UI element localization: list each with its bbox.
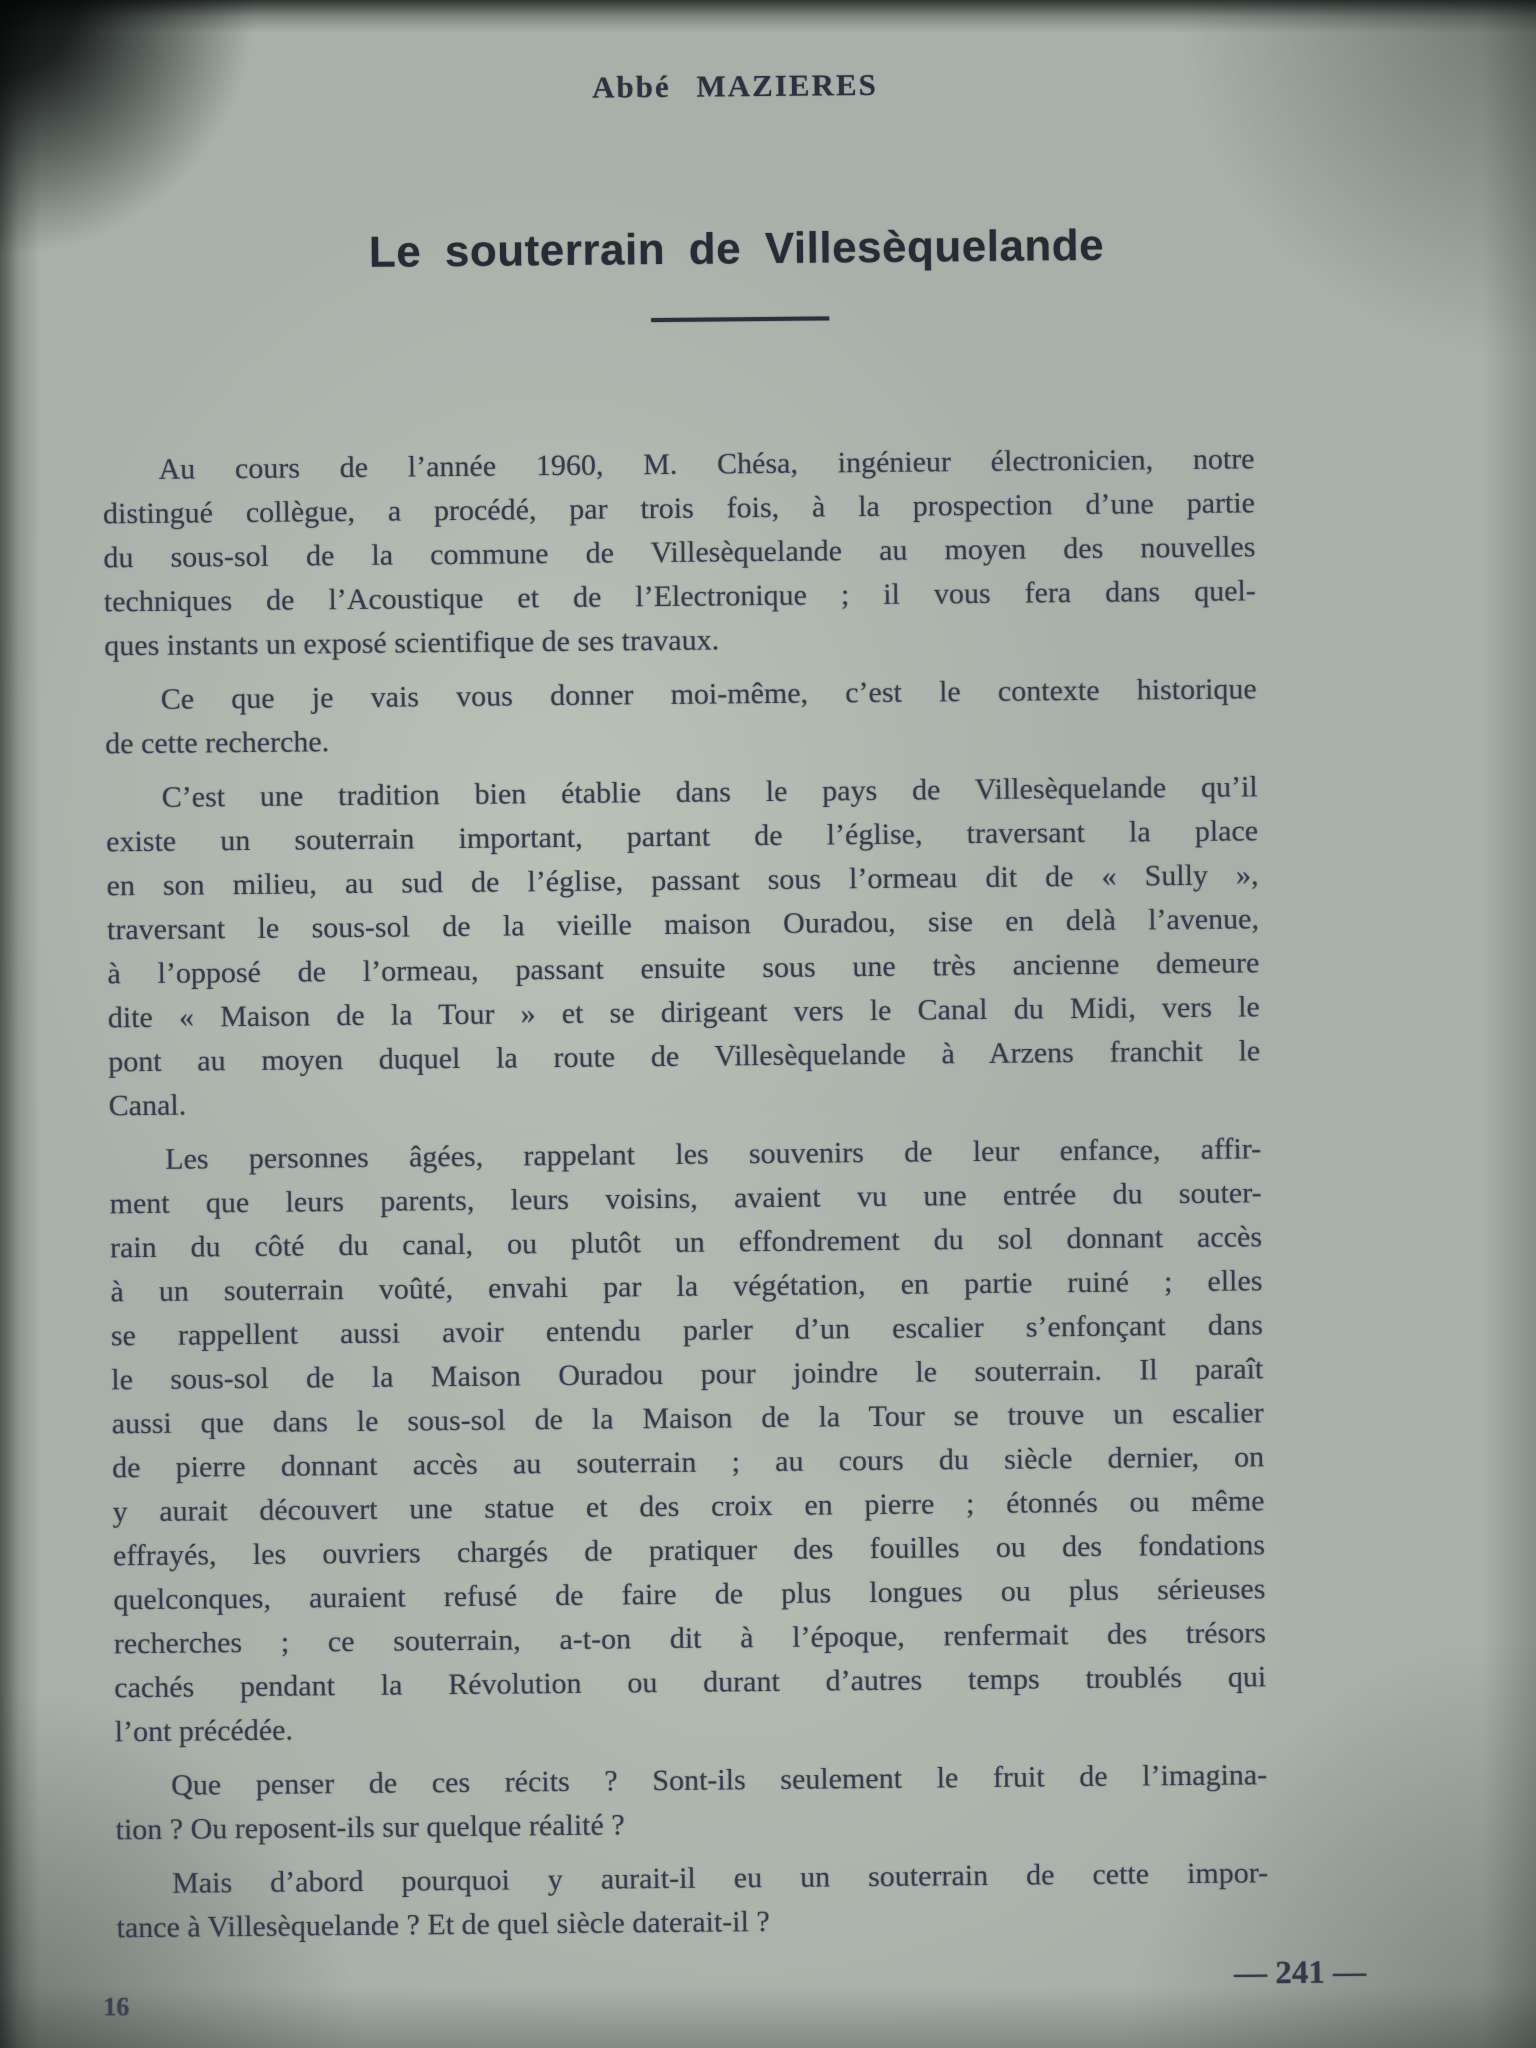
text-line: à l’opposé de l’ormeau, passant ensuite sous une très ancienne demeure (107, 946, 1260, 991)
article-body (102, 437, 1268, 1950)
text-line: ment que leurs parents, leurs voisins, avaient vu une entrée du souter- (109, 1176, 1262, 1221)
text-line: Ce que je vais vous donner moi-même, c’est le contexte historique (160, 672, 1257, 716)
text-line: Les personnes âgées, rappelant les souvenirs de leur enfance, affir- (165, 1132, 1262, 1176)
text-line: Que penser de ces récits ? Sont-ils seulement le fruit de l’imagina- (171, 1758, 1268, 1802)
text-line: dite « Maison de la Tour » et se dirigeant vers le Canal du Midi, vers le (107, 990, 1260, 1035)
paragraph-1 (102, 437, 1256, 668)
title-divider-rule (651, 316, 829, 322)
text-line: C’est une tradition bien établie dans le pays de Villesèquelande qu’il (161, 770, 1258, 814)
text-line: l’ont précédée. (114, 1713, 294, 1749)
text-line: en son milieu, au sud de l’église, passant sous l’ormeau dit de « Sully », (106, 858, 1259, 903)
text-line: Mais d’abord pourquoi y aurait-il eu un souterrain de cette impor- (171, 1856, 1269, 1900)
text-line: de cette recherche. (105, 725, 330, 761)
text-line: le sous-sol de la Maison Ouradou pour joindre le souterrain. Il paraît (111, 1352, 1264, 1397)
paragraph-2 (105, 667, 1258, 766)
text-line: de pierre donnant accès au souterrain ; au cours du siècle dernier, on (112, 1440, 1265, 1485)
paragraph-5 (115, 1753, 1268, 1852)
text-line: Canal. (108, 1088, 187, 1123)
text-line: traversant le sous-sol de la vieille maison Ouradou, sise en delà l’avenue, (106, 902, 1260, 947)
text-line: techniques de l’Acoustique et de l’Electronique ; il vous fera dans quel- (103, 574, 1256, 619)
text-line: pont au moyen duquel la route de Villesèquelande à Arzens franchit le (108, 1034, 1261, 1079)
text-line: ques instants un exposé scientifique de ses travaux. (104, 623, 720, 663)
text-line: recherches ; ce souterrain, a-t-on dit à l’époque, renfermait des trésors (113, 1616, 1266, 1661)
text-line: y aurait découvert une statue et des croix en pierre ; étonnés ou même (112, 1484, 1265, 1529)
text-line: à un souterrain voûté, envahi par la végétation, en partie ruiné ; elles (110, 1264, 1263, 1309)
text-line: Au cours de l’année 1960, M. Chésa, ingénieur électronicien, notre (158, 442, 1255, 486)
text-line: distingué collègue, a procédé, par trois fois, à la prospection d’une partie (102, 486, 1256, 531)
text-line: aussi que dans le sous-sol de la Maison de la Tour se trouve un escalier (111, 1396, 1264, 1441)
paragraph-6 (116, 1851, 1269, 1950)
text-line: existe un souterrain important, partant de l’église, traversant la place (105, 814, 1259, 859)
paragraph-4 (109, 1127, 1267, 1754)
paragraph-3 (106, 765, 1261, 1128)
text-line: quelconques, auraient refusé de faire de plus longues ou plus sérieuses (113, 1572, 1266, 1617)
text-line: du sous-sol de la commune de Villesèquelande au moyen des nouvelles (103, 530, 1256, 575)
text-line: tion ? Ou reposent-ils sur quelque réalité ? (115, 1808, 625, 1847)
text-line: rain du côté du canal, ou plutôt un effondrement du sol donnant accès (109, 1220, 1263, 1265)
article-title: Le souterrain de Villesèquelande (368, 220, 1105, 277)
author-name: Abbé MAZIERES (591, 66, 878, 105)
page-number: — 241 — (1233, 1954, 1367, 1992)
text-line: se rappellent aussi avoir entendu parler d’un escalier s’enfonçant dans (110, 1308, 1264, 1353)
text-line: effrayés, les ouvriers chargés de pratiquer des fouilles ou des fondations (112, 1528, 1266, 1573)
text-line: cachés pendant la Révolution ou durant d’autres temps troublés qui (114, 1660, 1267, 1705)
issue-number: 16 (103, 1992, 130, 2022)
text-line: tance à Villesèquelande ? Et de quel siècle daterait-il ? (116, 1905, 770, 1945)
